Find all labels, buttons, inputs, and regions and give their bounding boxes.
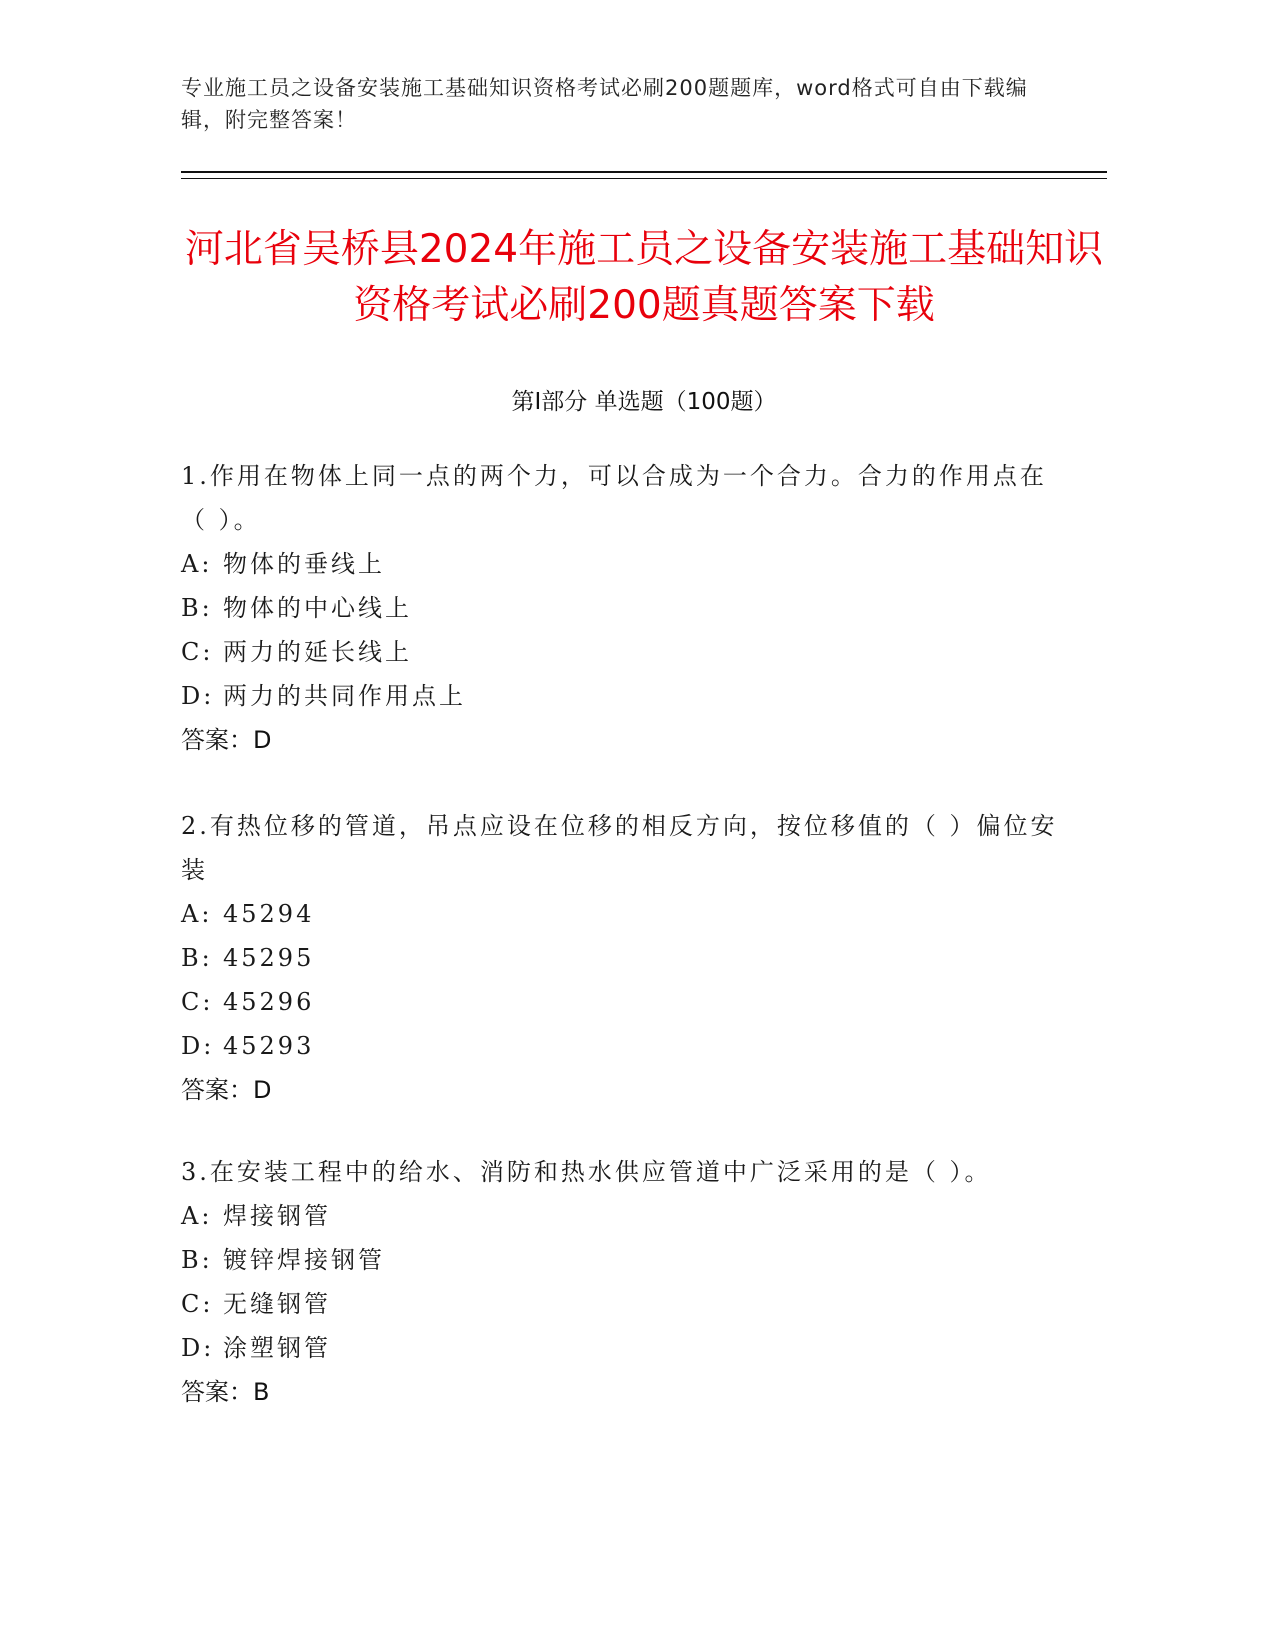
option-text: 两力的延长线上: [223, 638, 412, 666]
option-letter: B:: [181, 1246, 213, 1274]
option-letter: D:: [181, 1032, 215, 1060]
option-text: 镀锌焊接钢管: [223, 1246, 385, 1274]
header-divider-thick: [181, 171, 1107, 173]
question-2: [181, 804, 1061, 1112]
option-text: 无缝钢管: [223, 1290, 331, 1318]
answer-line: 答案：D: [181, 726, 272, 754]
option-letter: D:: [181, 1334, 215, 1362]
question-stem: 1.作用在物体上同一点的两个力，可以合成为一个合力。合力的作用点在（ ）。: [181, 462, 1047, 534]
option-a: [181, 1194, 1061, 1238]
option-letter: A:: [181, 1202, 213, 1230]
option-a: [181, 892, 1061, 936]
option-text: 45295: [223, 944, 315, 972]
answer-line: 答案：D: [181, 1076, 272, 1104]
option-letter: C:: [181, 988, 214, 1016]
option-d: [181, 1024, 1061, 1068]
page-header: 专业施工员之设备安装施工基础知识资格考试必刷200题题库，word格式可自由下载编辑，附完整答案！: [181, 76, 1028, 132]
option-text: 45294: [223, 900, 315, 928]
option-letter: B:: [181, 944, 213, 972]
option-text: 两力的共同作用点上: [223, 682, 466, 710]
document-title: 河北省吴桥县2024年施工员之设备安装施工基础知识资格考试必刷200题真题答案下载: [184, 227, 1104, 328]
option-letter: C:: [181, 1290, 214, 1318]
option-c: [181, 980, 1061, 1024]
answer-line: 答案：B: [181, 1378, 270, 1406]
header-divider-thin: [181, 178, 1107, 179]
option-text: 45296: [223, 988, 315, 1016]
option-c: [181, 630, 1061, 674]
option-d: [181, 674, 1061, 718]
question-stem: 2.有热位移的管道，吊点应设在位移的相反方向，按位移值的（ ）偏位安装: [181, 812, 1058, 884]
option-text: 物体的垂线上: [223, 550, 385, 578]
option-letter: B:: [181, 594, 213, 622]
option-b: [181, 1238, 1061, 1282]
option-b: [181, 936, 1061, 980]
question-3: [181, 1150, 1061, 1414]
option-text: 涂塑钢管: [223, 1334, 331, 1362]
option-text: 焊接钢管: [223, 1202, 331, 1230]
option-letter: C:: [181, 638, 214, 666]
question-stem: 3.在安装工程中的给水、消防和热水供应管道中广泛采用的是（ ）。: [181, 1158, 992, 1186]
option-b: [181, 586, 1061, 630]
section-heading: 第Ⅰ部分 单选题（100题）: [511, 389, 777, 415]
question-1: [181, 454, 1061, 762]
option-letter: A:: [181, 550, 213, 578]
option-c: [181, 1282, 1061, 1326]
option-text: 45293: [223, 1032, 315, 1060]
option-text: 物体的中心线上: [223, 594, 412, 622]
option-a: [181, 542, 1061, 586]
option-letter: D:: [181, 682, 215, 710]
option-letter: A:: [181, 900, 213, 928]
option-d: [181, 1326, 1061, 1370]
